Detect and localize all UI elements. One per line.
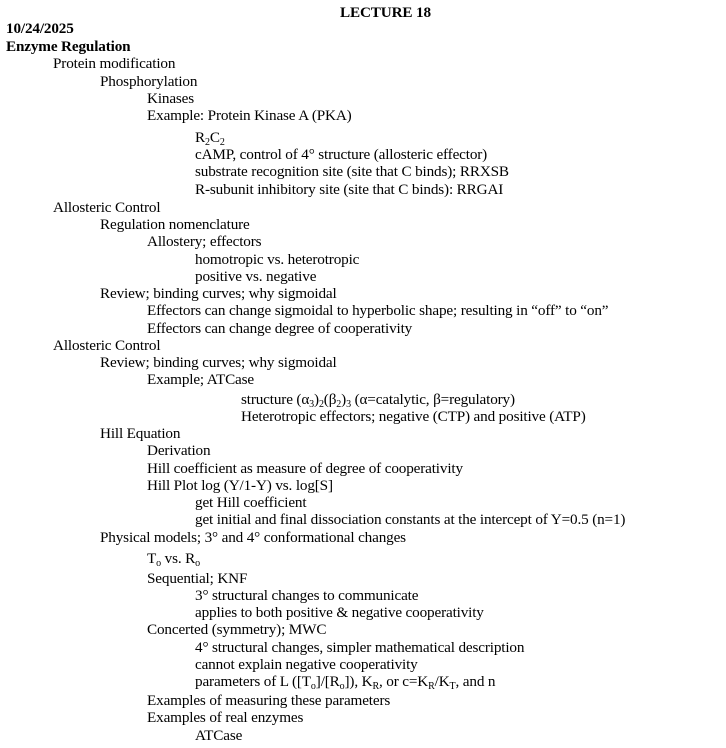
r2c2-r: R [195,129,205,146]
outline-to-ro [147,550,200,567]
mwc-params-f: , and n [455,673,496,690]
topic-heading: Enzyme Regulation [6,38,131,55]
mwc-params-e-sub: T [449,681,456,692]
outline-knf-applies: applies to both positive & negative cooperativity [195,604,484,621]
to-ro-t-sub: o [156,558,161,569]
lecture-title: LECTURE 18 [340,4,431,21]
mwc-params-b: ]/[R [315,673,340,690]
outline-atcase: ATCase [195,727,243,744]
outline-examples-measuring: Examples of measuring these parameters [147,692,391,709]
r2c2-c-sub: 2 [219,137,225,148]
mwc-params-a: parameters of L ([T [195,673,311,690]
outline-sequential-knf: Sequential; KNF [147,570,248,587]
outline-r-subunit-site: R-subunit inhibitory site (site that C binds): RRGAI [195,181,504,198]
outline-review-binding-1: Review; binding curves; why sigmoidal [100,285,337,302]
atcase-structure-sub-4: 3 [346,399,351,410]
mwc-params-d: , or c=K [378,673,429,690]
outline-examples-real: Examples of real enzymes [147,709,304,726]
outline-get-hill: get Hill coefficient [195,494,307,511]
outline-mwc-structural: 4° structural changes, simpler mathematical description [195,639,525,656]
atcase-structure-mid-3: ) [341,391,347,408]
outline-get-dissociation: get initial and final dissociation constants at the intercept of Y=0.5 (n=1) [195,511,626,528]
outline-example-atcase: Example; ATCase [147,371,254,388]
outline-substrate-site: substrate recognition site (site that C binds); RRXSB [195,163,509,180]
outline-allostery-effectors: Allostery; effectors [147,233,262,250]
outline-atcase-structure [241,391,515,408]
outline-review-binding-2: Review; binding curves; why sigmoidal [100,354,337,371]
outline-derivation: Derivation [147,442,211,459]
outline-positive-negative: positive vs. negative [195,268,317,285]
r2c2-c: C [209,129,220,146]
outline-regulation-nomenclature: Regulation nomenclature [100,216,250,233]
atcase-structure-suffix: (α=catalytic, β=regulatory) [350,391,515,408]
outline-heterotropic-effectors: Heterotropic effectors; negative (CTP) and positive (ATP) [241,408,586,425]
outline-effectors-degree: Effectors can change degree of cooperativity [147,320,413,337]
outline-hill-coefficient-measure: Hill coefficient as measure of degree of cooperativity [147,460,463,477]
outline-allosteric-control-1: Allosteric Control [53,199,161,216]
r2c2-r-sub: 2 [204,137,210,148]
to-ro-vs: vs. [161,550,186,567]
outline-phosphorylation: Phosphorylation [100,73,198,90]
atcase-structure-sub-1: 3 [309,399,315,410]
to-ro-r: R [185,550,196,567]
outline-kinases: Kinases [147,90,195,107]
mwc-params-c: ]), K [344,673,373,690]
outline-homotropic: homotropic vs. heterotropic [195,251,360,268]
mwc-params-b-sub: o [339,681,345,692]
outline-knf-structural: 3° structural changes to communicate [195,587,419,604]
mwc-params-c-sub: R [372,681,379,692]
outline-hill-equation: Hill Equation [100,425,181,442]
mwc-params-e: /K [434,673,450,690]
outline-effectors-shape: Effectors can change sigmoidal to hyperbolic shape; resulting in “off” to “on” [147,302,609,319]
outline-mwc-cannot: cannot explain negative cooperativity [195,656,418,673]
atcase-structure-prefix: structure (α [241,391,310,408]
outline-mwc-params [195,673,495,690]
atcase-structure-sub-3: 2 [336,399,342,410]
lecture-date: 10/24/2025 [6,20,74,37]
outline-hill-plot: Hill Plot log (Y/1-Y) vs. log[S] [147,477,333,494]
outline-concerted-mwc: Concerted (symmetry); MWC [147,621,327,638]
atcase-structure-sub-2: 2 [318,399,324,410]
outline-physical-models: Physical models; 3° and 4° conformational changes [100,529,406,546]
mwc-params-a-sub: o [310,681,316,692]
atcase-structure-mid-2: (β [323,391,337,408]
outline-camp: cAMP, control of 4° structure (allosteric effector) [195,146,488,163]
outline-example-pka: Example: Protein Kinase A (PKA) [147,107,352,124]
outline-protein-modification: Protein modification [53,55,176,72]
to-ro-r-sub: o [195,558,200,569]
mwc-params-d-sub: R [428,681,435,692]
atcase-structure-mid-1: ) [314,391,319,408]
to-ro-t: T [147,550,157,567]
outline-r2c2 [195,129,225,146]
outline-allosteric-control-2: Allosteric Control [53,337,161,354]
